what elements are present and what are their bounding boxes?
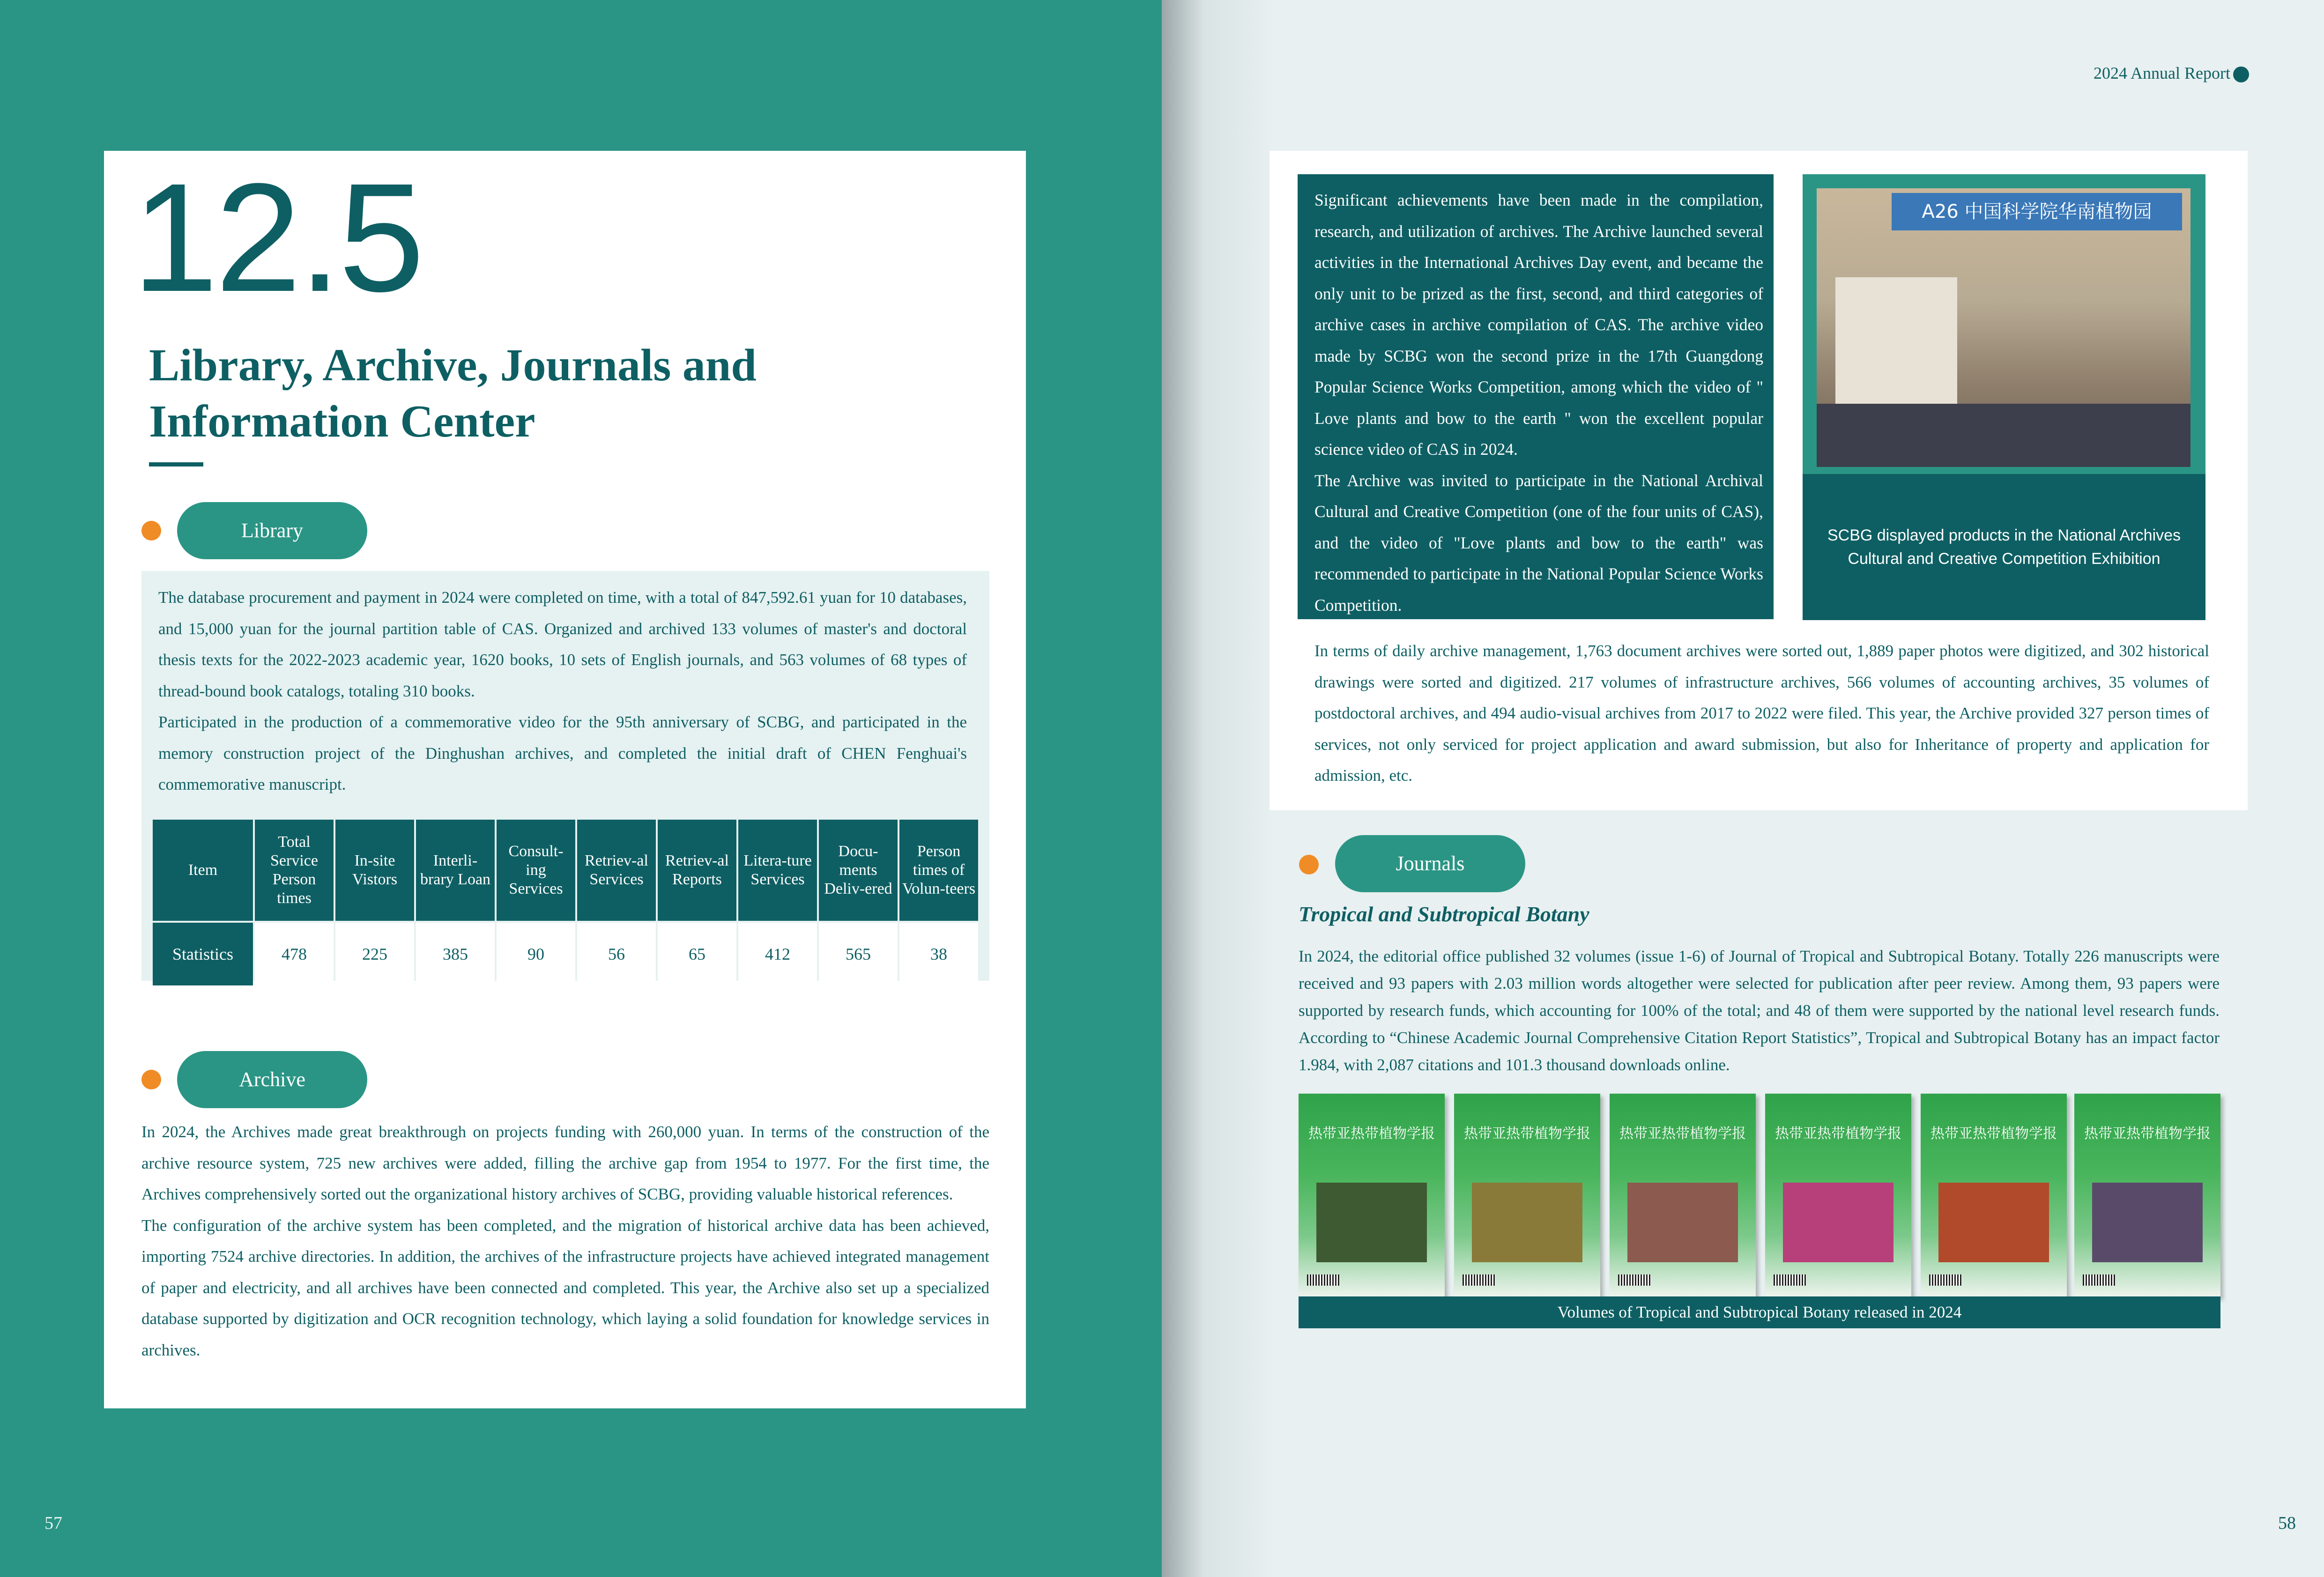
table-header-cell: Retriev-al Reports <box>658 820 736 921</box>
journal-cover <box>1299 1094 1445 1297</box>
report-header: 2024 Annual Report <box>2094 64 2230 82</box>
library-heading: Library <box>177 502 367 559</box>
barcode-icon <box>1307 1274 1340 1286</box>
cover-title: 热带亚热带植物学报 <box>2084 1125 2211 1142</box>
table-row <box>153 923 978 985</box>
table-cell: 565 <box>819 923 898 985</box>
table-cell: 412 <box>738 923 817 985</box>
table-header-cell: Docu-ments Deliv-ered <box>819 820 898 921</box>
barcode-icon <box>1774 1274 1806 1286</box>
archive-paragraph-1: In 2024, the Archives made great breakthrough on projects funding with 260,000 yuan. In terms of the construction of the archive resource system, 725 new archives were added, filling the archive gap from 1954 to 1977. For the first time, the Archives comprehensively sorted out the organizational history archives of SCBG, providing valuable historical references. <box>141 1123 989 1203</box>
cover-title: 热带亚热带植物学报 <box>1930 1125 2057 1142</box>
table-cell: 478 <box>255 923 334 985</box>
table-header-cell: Interli-brary Loan <box>416 820 495 921</box>
title-underline <box>149 462 203 466</box>
journal-cover <box>1765 1094 1911 1297</box>
journal-text <box>1299 943 2220 1079</box>
table-cell: 90 <box>497 923 575 985</box>
archive-heading: Archive <box>177 1051 367 1108</box>
barcode-icon <box>1618 1274 1651 1286</box>
cover-photo <box>1938 1183 2049 1262</box>
archive-text <box>141 1117 989 1366</box>
cover-photo <box>1316 1183 1427 1262</box>
library-paragraph-2: Participated in the production of a commemorative video for the 95th anniversary of SCBG, and participated in the memory construction project of the Dinghushan archives, and completed the initial draft of CHEN Fenghuai's commemorative manuscript. <box>158 713 967 793</box>
header-dot-icon <box>2233 67 2249 82</box>
cover-photo <box>2092 1183 2203 1262</box>
journal-paragraph: In 2024, the editorial office published 32 volumes (issue 1-6) of Journal of Tropical and Subtropical Botany. Totally 226 manuscripts were received and 93 papers with 2.03 million words altogether were selected for publication after peer review. Among them, 93 papers were supported by research funds, which accounting for 100% of the total; and 48 of them were supported by the national level research funds. According to “Chinese Academic Journal Comprehensive Citation Report Statistics”, Tropical and Subtropical Botany has an impact factor 1.984, with 2,087 citations and 101.3 thousand downloads online. <box>1299 947 2220 1074</box>
table-row-label: Statistics <box>153 923 253 985</box>
daily-archive-paragraph: In terms of daily archive management, 1,763 document archives were sorted out, 1,889 paper photos were digitized, and 302 historical drawings were sorted and digitized. 217 volumes of infrastructure archives, 566 volumes of accounting archives, 35 volumes of postdoctoral archives, and 494 audio-visual archives from 2017 to 2022 were filed. This year, the Archive provided 327 person times of services, not only serviced for project application and award submission, but also for Inheritance of property and application for admission, etc. <box>1314 642 2209 785</box>
barcode-icon <box>1463 1274 1495 1286</box>
archive-highlight-paragraph-2: The Archive was invited to participate in the National Archival Cultural and Creative Competition (one of the four units of CAS), and the video of "Love plants and bow to the earth" was recommended to participate in the National Popular Science Works Competition. <box>1314 471 1763 615</box>
table-cell: 65 <box>658 923 736 985</box>
cover-photo <box>1627 1183 1738 1262</box>
cover-title: 热带亚热带植物学报 <box>1464 1125 1590 1142</box>
journals-bullet-icon <box>1299 855 1319 874</box>
archive-highlight-box <box>1298 174 1774 619</box>
cover-photo <box>1783 1183 1893 1262</box>
covers-caption: Volumes of Tropical and Subtropical Botany released in 2024 <box>1299 1296 2220 1328</box>
photo-shelf <box>1835 277 1957 418</box>
archive-paragraph-2: The configuration of the archive system has been completed, and the migration of historical archive data has been achieved, importing 7524 archive directories. In addition, the archives of the infrastructure projects have achieved integrated management of paper and electricity, and all archives have been connected and completed. This year, the Archive also set up a specialized database supported by digitization and OCR recognition technology, which laying a solid foundation for knowledge services in archives. <box>141 1216 989 1359</box>
left-content-card <box>104 151 1026 1408</box>
barcode-icon <box>2083 1274 2116 1286</box>
photo-caption <box>1803 474 2205 620</box>
cover-title: 热带亚热带植物学报 <box>1775 1125 1901 1142</box>
journal-cover <box>2074 1094 2220 1297</box>
table-cell: 38 <box>899 923 978 985</box>
journal-cover <box>1921 1094 2067 1297</box>
archive-bullet-icon <box>141 1070 161 1089</box>
barcode-icon <box>1929 1274 1962 1286</box>
table-header-cell: Litera-ture Services <box>738 820 817 921</box>
exhibition-photo-frame <box>1803 174 2205 620</box>
journal-cover <box>1610 1094 1756 1297</box>
table-cell: 56 <box>577 923 656 985</box>
exhibition-photo <box>1817 188 2190 467</box>
table-header-cell: Person times of Volun-teers <box>899 820 978 921</box>
table-header-cell: Retriev-al Services <box>577 820 656 921</box>
journal-cover <box>1454 1094 1600 1297</box>
table-cell: 225 <box>335 923 414 985</box>
right-content-card <box>1270 151 2248 810</box>
photo-banner: A26 中国科学院华南植物园 <box>1892 193 2182 230</box>
library-bullet-icon <box>141 521 161 540</box>
photo-caption-text: SCBG displayed products in the National Archives Cultural and Creative Competition Exhibition <box>1827 526 2181 568</box>
daily-archive-text <box>1314 636 2209 792</box>
section-title: Library, Archive, Journals and Information Center <box>149 340 757 447</box>
page-number-right: 58 <box>2278 1513 2296 1533</box>
page-number-left: 57 <box>45 1513 62 1533</box>
cover-title: 热带亚热带植物学报 <box>1619 1125 1746 1142</box>
library-paragraph-1: The database procurement and payment in 2024 were completed on time, with a total of 847,592.61 yuan for 10 databases, and 15,000 yuan for the journal partition table of CAS. Organized and archived 133 volumes of master's and doctoral thesis texts for the 2022-2023 academic year, 1620 books, 10 sets of English journals, and 563 volumes of 68 types of thread-bound book catalogs, totaling 310 books. <box>158 588 967 700</box>
table-cell: 385 <box>416 923 495 985</box>
table-header-cell: Consult-ing Services <box>497 820 575 921</box>
table-header-cell: In-site Vistors <box>335 820 414 921</box>
table-header-cell: Item <box>153 820 253 921</box>
journal-covers <box>1299 1094 2220 1300</box>
journals-heading: Journals <box>1335 835 1525 892</box>
journal-name: Tropical and Subtropical Botany <box>1299 902 1589 926</box>
table-header-row <box>153 820 978 921</box>
cover-photo <box>1472 1183 1582 1262</box>
cover-title: 热带亚热带植物学报 <box>1308 1125 1435 1142</box>
table-header-cell: Total Service Person times <box>255 820 334 921</box>
archive-highlight-paragraph-1: Significant achievements have been made in the compilation, research, and utilization of archives. The Archive launched several activities in the International Archives Day event, and became the only unit to be prized as the first, second, and third categories of archive cases in archive compilation of CAS. The archive video made by SCBG won the second prize in the 17th Guangdong Popular Science Works Competition, among which the video of " Love plants and bow to the earth " won the excellent popular science video of CAS in 2024. <box>1314 191 1763 459</box>
section-number: 12.5 <box>132 151 422 324</box>
library-statistics-table <box>151 818 980 987</box>
photo-display-table <box>1817 404 2190 467</box>
